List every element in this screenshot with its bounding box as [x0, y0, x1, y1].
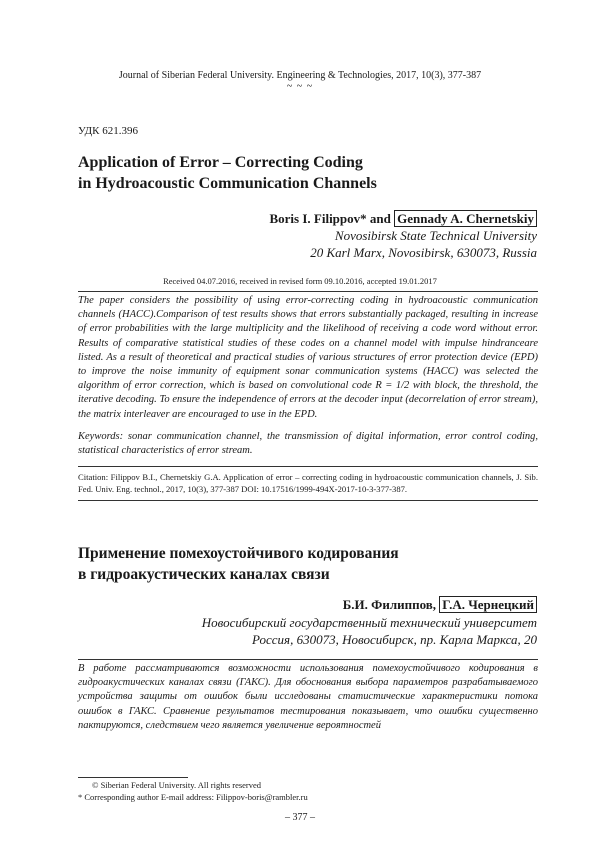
english-keywords: Keywords: sonar communication channel, the transmission of digital information, error control coding, statistical characteristics of error stream. [78, 431, 538, 457]
author-filippov: Boris I. Filippov* and [269, 211, 395, 226]
russian-title [78, 543, 518, 585]
russian-address: Россия, 630073, Новосибирск, пр. Карла Маркса, 20 [252, 632, 537, 647]
journal-header: Journal of Siberian Federal University. Engineering & Technologies, 2017, 10(3), 377-387 [118, 70, 482, 81]
author-filippov-ru: Б.И. Филиппов, [342, 597, 440, 612]
footnote-rule [78, 777, 188, 778]
russian-title-line1: Применение помехоустойчивого кодирования [78, 545, 399, 562]
russian-authors [343, 596, 537, 613]
citation: Citation: Filippov B.I., Chernetskiy G.A. Application of error – correcting coding in hydroacoustic communication channels, J. Sib. Fed. Univ. Eng. technol., 2017, 10(3), 377-387 DOI: 10.17516/1999-494X-2017-10-3-377-387. [78, 472, 538, 494]
corresponding-author-note: * Corresponding author E-mail address: Filippov-boris@rambler.ru [78, 792, 308, 802]
english-address: 20 Karl Marx, Novosibirsk, 630073, Russia [310, 245, 537, 260]
page-number: – 377 – [285, 812, 315, 823]
author-chernetskiy: Gennady A. Chernetskiy [394, 210, 537, 227]
udk-code: УДК 621.396 [78, 125, 139, 137]
english-title-line1: Application of Error – Correcting Coding [78, 154, 363, 171]
received-dates: Received 04.07.2016, received in revised form 09.10.2016, accepted 19.01.2017 [163, 276, 437, 286]
english-title [78, 152, 518, 194]
abstract-top-rule [78, 291, 538, 292]
english-abstract: The paper considers the possibility of using error-correcting coding in hydroacoustic communication channels (HACC).Comparison of test results shows that errors substantially packaged, resulting in increase of error probabilities with the large multiplicity and the likelihood of receiving a code word without error. Results of comparative statistical studies of these codes on a channel model with impulse hindranceare listed. As a result of theoretical and practical studies of various structures of error protection device (EPD) to improve the noise immunity of equipment sonar communication systems (HACC) was selected the algorithm of error correction, which is based on convolutional code R = 1/2 with block, the threshold, the iterative decoding. To ensure the independence of errors at the decoder input (decorrelation of error stream), the matrix interleaver are encouraged to use in the EPD. [78, 295, 538, 420]
abstract-bottom-rule [78, 466, 538, 467]
citation-bottom-rule [78, 500, 538, 501]
english-title-line2: in Hydroacoustic Communication Channels [78, 175, 377, 192]
russian-abstract-top-rule [78, 659, 538, 660]
author-chernetskiy-ru: Г.А. Чернецкий [439, 596, 537, 613]
english-affiliation: Novosibirsk State Technical University [334, 228, 537, 243]
copyright-note: © Siberian Federal University. All rights reserved [92, 780, 262, 790]
header-ornament: ~ ~ ~ [286, 81, 314, 92]
russian-abstract: В работе рассматриваются возможности использования помехоустойчивого кодирования в гидроакустических каналах связи (ГАКС). Для обоснования выбора параметров разрабатываемого устройства защиты от ошибок были исследованы статистические характеристики потока ошибок в ГАКС. Сравнение результатов тестирования показывает, что ошибки существенно пактируются, следствием чего является увеличение вероятностей [78, 663, 538, 731]
english-authors [269, 210, 537, 227]
russian-affiliation: Новосибирский государственный технический университет [201, 615, 537, 630]
russian-title-line2: в гидроакустических каналах связи [78, 566, 330, 583]
